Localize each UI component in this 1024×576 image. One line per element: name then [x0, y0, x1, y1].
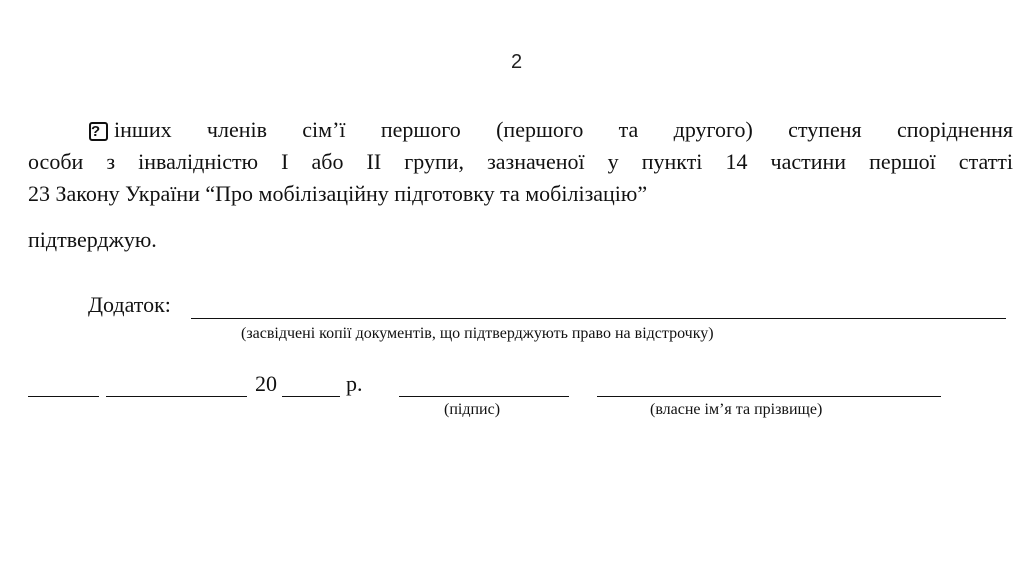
day-field-line[interactable] [28, 396, 99, 397]
statement-line-1 [28, 114, 1013, 146]
signature-caption: (підпис) [444, 401, 501, 418]
page-number: 2 [510, 51, 523, 73]
name-caption: (власне ім’я та прізвище) [650, 401, 823, 418]
signature-field-line[interactable] [399, 396, 569, 397]
statement-line-1-text: інших членів сім’ї першого (першого та другого) ступеня споріднення [114, 117, 1013, 142]
checkbox-icon[interactable]: ? [89, 122, 108, 141]
appendix-field-line[interactable] [191, 318, 1006, 319]
year-field-line[interactable] [282, 396, 340, 397]
statement-paragraph [28, 114, 1013, 210]
name-field-line[interactable] [597, 396, 941, 397]
statement-line-2: особи з інвалідністю I або II групи, зазначеної у пункті 14 частини першої статті [28, 149, 1013, 174]
confirmation-text: підтверджую. [28, 227, 157, 252]
appendix-caption: (засвідчені копії документів, що підтверджують право на відстрочку) [241, 325, 714, 342]
appendix-label: Додаток: [88, 292, 171, 317]
statement-line-3: 23 Закону України “Про мобілізаційну підготовку та мобілізацію” [28, 181, 648, 206]
year-suffix: р. [346, 371, 363, 396]
year-prefix: 20 [255, 371, 277, 396]
month-field-line[interactable] [106, 396, 247, 397]
